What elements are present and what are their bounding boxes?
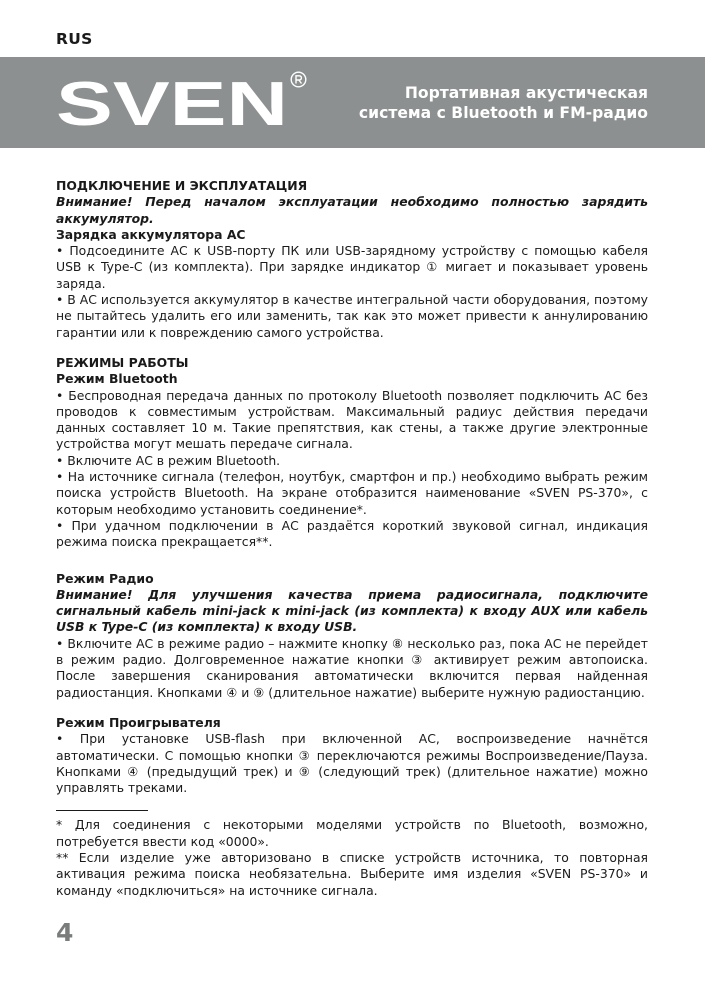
- paragraph: • Беспроводная передача данных по протоколу Bluetooth позволяет подключить АС без проводов к совместимым устройствам. Максимальный радиус действия передачи данных составляет 10 м. Такие препятствия, как стены, а также другие электронные устройства могут мешать передаче сигнала.: [56, 387, 648, 452]
- registered-trademark-icon: [290, 71, 307, 88]
- spacer: [56, 341, 648, 355]
- paragraph: • При удачном подключении в АС раздаётся короткий звуковой сигнал, индикация режима поиска прекращается**.: [56, 517, 648, 550]
- main-content: [56, 178, 648, 899]
- document-title: [359, 83, 648, 123]
- header-band: [0, 57, 705, 148]
- paragraph: • Подсоедините АС к USB-порту ПК или USB-зарядному устройству с помощью кабеля USB к Type-C (из комплекта). При зарядке индикатор ① мигает и показывает уровень заряда.: [56, 243, 648, 291]
- svg-text:SVEN: SVEN: [56, 75, 288, 131]
- footnote-divider: [56, 810, 148, 811]
- subheading-player: Режим Проигрывателя: [56, 714, 221, 730]
- sven-logo: [56, 75, 288, 131]
- paragraph: • Включите АС в режиме радио – нажмите кнопку ⑧ несколько раз, пока АС не перейдет в режим радио. Долговременное нажатие кнопки ③ активирует режим автопоиска. После завершения сканирования автоматически включится первая найденная радиостанция. Кнопками ④ и ⑨ (длительное нажатие) выберите нужную радиостанцию.: [56, 635, 648, 700]
- section-heading-modes: РЕЖИМЫ РАБОТЫ: [56, 354, 189, 370]
- subheading-charging: Зарядка аккумулятора АС: [56, 226, 246, 242]
- subheading-bluetooth: Режим Bluetooth: [56, 371, 178, 387]
- document-title-line-1: Портативная акустическая: [404, 84, 648, 102]
- footnote-2: ** Если изделие уже авторизовано в списке устройств источника, то повторная активация режима поиска необязательна. Выберите имя изделия «SVEN PS-370» и команду «подключиться» на источнике сигнала.: [56, 849, 648, 898]
- paragraph: • В АС используется аккумулятор в качестве интегральной части оборудования, поэтому не пытайтесь удалить его или заменить, так как это может привести к аннулированию гарантии или к повреждению самого устройства.: [56, 292, 648, 340]
- spacer: [56, 551, 648, 571]
- document-title-line-2: система с Bluetooth и FM-радио: [358, 104, 648, 122]
- paragraph: • На источнике сигнала (телефон, ноутбук, смартфон и пр.) необходимо выбрать режим поиска устройств Bluetooth. На экране отобразится наименование «SVEN PS-370», с которым необходимо установить соединение*.: [56, 469, 648, 517]
- radio-warning: Внимание! Для улучшения качества приема радиосигнала, подключите сигнальный кабель mini-jack к mini-jack (из комплекта) к входу AUX или кабель USB к Type-C (из комплекта) к входу USB.: [56, 586, 648, 635]
- paragraph: • При установке USB-flash при включенной АС, воспроизведение начнётся автоматически. С помощью кнопки ③ переключаются режимы Воспроизведение/Пауза. Кнопками ④ (предыдущий трек) и ⑨ (следующий трек) (длительное нажатие) можно управлять треками.: [56, 731, 648, 796]
- page-number: 4: [56, 918, 74, 947]
- subheading-radio: Режим Радио: [56, 570, 154, 586]
- language-label: RUS: [56, 30, 93, 48]
- section-heading-connection: ПОДКЛЮЧЕНИЕ И ЭКСПЛУАТАЦИЯ: [56, 178, 308, 193]
- footnote-1: * Для соединения с некоторыми моделями устройств по Bluetooth, возможно, потребуется ввести код «0000».: [56, 817, 648, 849]
- charging-warning: Внимание! Перед началом эксплуатации необходимо полностью зарядить аккумулятор.: [56, 194, 648, 226]
- paragraph: • Включите АС в режим Bluetooth.: [56, 452, 281, 468]
- spacer: [56, 701, 648, 715]
